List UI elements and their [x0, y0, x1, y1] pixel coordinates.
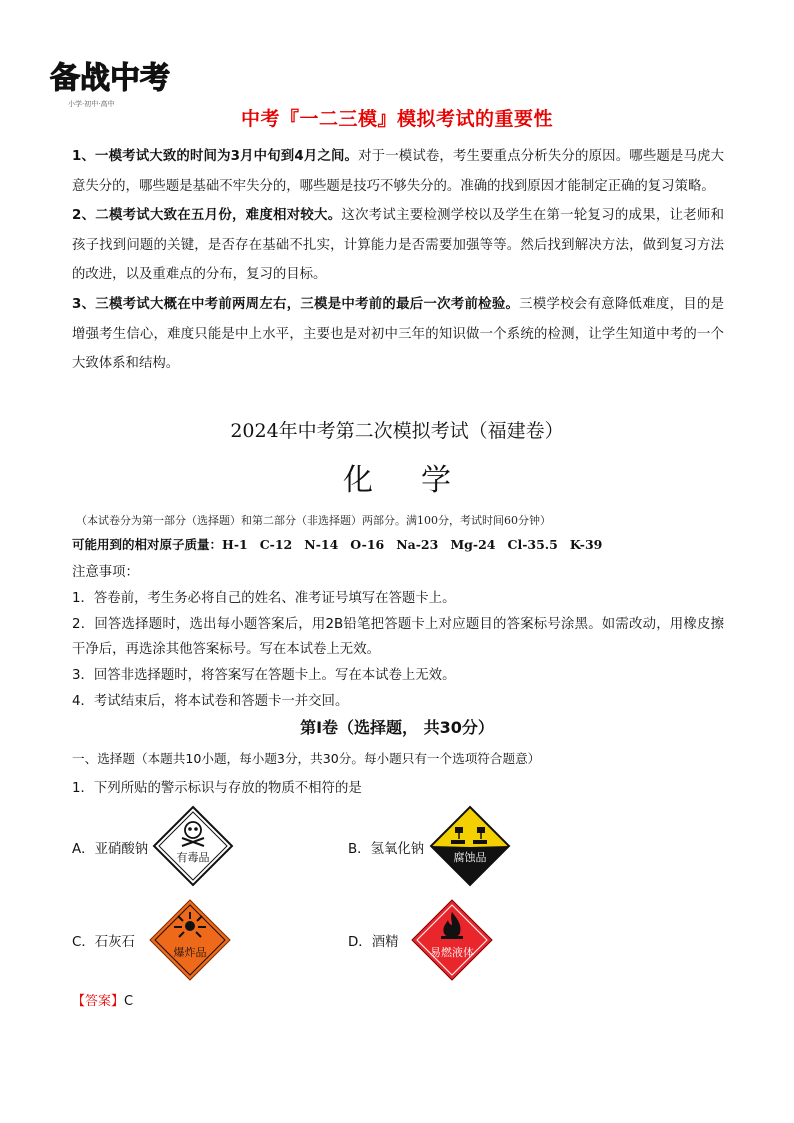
- intro-2-bold: 2、二模考试大致在五月份，难度相对较大。: [72, 208, 342, 224]
- atomic-mass-item: O-16: [350, 537, 385, 552]
- option-b-substance: 氢氧化钠: [370, 842, 425, 857]
- atomic-mass-item: N-14: [304, 537, 339, 552]
- note-item: 1．答卷前，考生务必将自己的姓名、准考证号填写在答题卡上。: [72, 590, 456, 606]
- question-1: 1．下列所贴的警示标识与存放的物质不相符的是: [72, 781, 362, 796]
- explosive-sign: [148, 898, 232, 986]
- part-title: 第Ⅰ卷（选择题， 共30分）: [300, 718, 494, 737]
- atomic-mass-item: Cl-35.5: [507, 537, 558, 552]
- intro-paragraph-1: [72, 142, 724, 201]
- answer-line: [72, 990, 133, 1009]
- atomic-mass-item: Na-23: [396, 537, 439, 552]
- intro-paragraph-2: [72, 201, 724, 290]
- paper-note: （本试卷分为第一部分（选择题）和第二部分（非选择题）两部分。满100分，考试时间60分钟）: [76, 514, 551, 527]
- atomic-masses-label: 可能用到的相对原子质量：: [72, 537, 223, 552]
- banner-title: 中考『一二三模』模拟考试的重要性: [240, 108, 553, 130]
- atomic-mass-item: K-39: [569, 537, 603, 552]
- intro-1-bold: 1、一模考试大致的时间为3月中旬到4月之间。: [72, 149, 359, 164]
- exam-notes: [72, 560, 724, 715]
- option-b-letter: B．: [348, 842, 371, 857]
- flammable-sign-label: 易燃液体: [430, 946, 474, 959]
- logo-text: 备战中考: [50, 61, 170, 96]
- option-b: [348, 838, 424, 857]
- atomic-masses: [72, 535, 614, 553]
- intro-3-bold: 3、三模考试大概在中考前两周左右，三模是中考前的最后一次考前检验。: [72, 296, 520, 312]
- answer-value: C: [124, 994, 134, 1009]
- answer-label: 【答案】: [72, 994, 125, 1009]
- atomic-mass-item: H-1: [222, 537, 248, 552]
- notes-title: 注意事项：: [72, 565, 139, 580]
- atomic-mass-item: C-12: [259, 537, 293, 552]
- intro-section: [72, 142, 724, 379]
- option-c: [72, 931, 135, 950]
- intro-paragraph-3: [72, 290, 724, 379]
- brand-logo: [44, 50, 194, 112]
- section-heading: 一、选择题（本题共10小题，每小题3分，共30分。每小题只有一个选项符合题意）: [72, 751, 541, 766]
- logo-subtext: 小学·初中·高中: [68, 100, 115, 108]
- option-d-substance: 酒精: [371, 935, 399, 950]
- note-item: 4．考试结束后，将本试卷和答题卡一并交回。: [72, 693, 349, 709]
- exam-title: 2024年中考第二次模拟考试（福建卷）: [230, 420, 564, 442]
- option-d-letter: D．: [348, 935, 372, 950]
- option-c-substance: 石灰石: [94, 935, 135, 950]
- option-a: [72, 838, 148, 857]
- intro-2-text: 这次考试主要检测学校以及学生在第一轮复习的成果，让老师和孩子找到问题的关键，是否存在基础不扎实，计算能力是否需要加强等等。然后找到解决方法，做到复习方法的改进，以及重难点的分布，复习的目标。: [72, 208, 724, 283]
- option-a-letter: A．: [72, 842, 95, 857]
- intro-1-text: 对于一模试卷，考生要重点分析失分的原因。哪些题是马虎大意失分的，哪些题是基础不牢失分的，哪些题是技巧不够失分的。准确的找到原因才能制定正确的复习策略。: [72, 149, 724, 194]
- toxic-sign-label: 有毒品: [176, 851, 210, 864]
- option-a-substance: 亚硝酸钠: [94, 842, 149, 857]
- option-d: [348, 931, 398, 950]
- note-item: 3．回答非选择题时，将答案写在答题卡上。写在本试卷上无效。: [72, 668, 456, 684]
- note-item: 2．回答选择题时，选出每小题答案后，用2B铅笔把答题卡上对应题目的答案标号涂黑。如需改动，用橡皮擦干净后，再选涂其他答案标号。写在本试卷上无效。: [72, 616, 724, 658]
- subject-title: 化学: [343, 463, 499, 498]
- flammable-liquid-sign: [410, 898, 494, 986]
- intro-3-text: 三模学校会有意降低难度，目的是增强考生信心，难度只能是中上水平，主要也是对初中三年的知识做一个系统的检测，让学生知道中考的一个大致体系和结构。: [72, 296, 724, 372]
- atomic-mass-item: Mg-24: [450, 537, 496, 552]
- corrosive-sign: [429, 805, 511, 891]
- option-c-letter: C．: [72, 935, 95, 950]
- explosive-sign-label: 爆炸品: [173, 946, 207, 959]
- corrosive-sign-label: 腐蚀品: [453, 851, 487, 864]
- toxic-sign: [152, 805, 234, 891]
